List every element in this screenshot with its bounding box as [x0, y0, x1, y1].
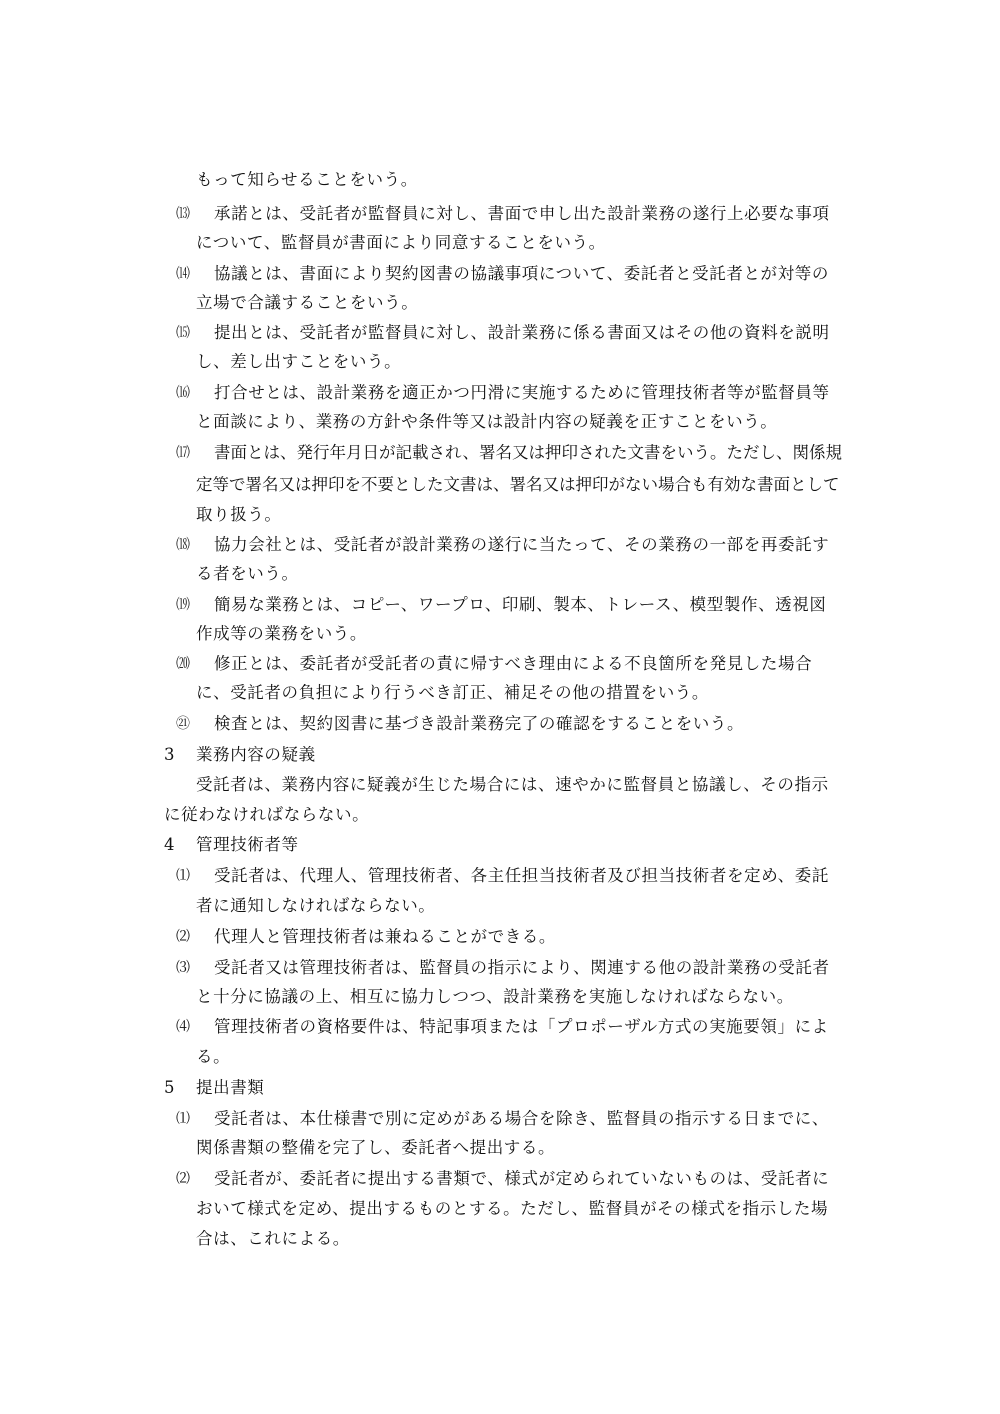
item-number: ⑶: [176, 960, 190, 976]
text-line: 協力会社とは、受託者が設計業務の遂行に当たって、その業務の一部を再委託す: [214, 535, 830, 554]
item-number: ⒇: [176, 656, 190, 672]
text-line: と十分に協議の上、相互に協力しつつ、設計業務を実施しなければならない。: [196, 987, 794, 1006]
text-line: と面談により、業務の方針や条件等又は設計内容の疑義を正すことをいう。: [196, 412, 778, 431]
section-heading: 管理技術者等: [196, 835, 299, 854]
text-line: し、差し出すことをいう。: [196, 352, 402, 371]
text-line: 承諾とは、受託者が監督員に対し、書面で申し出た設計業務の遂行上必要な事項: [214, 204, 830, 223]
text-line: 受託者は、業務内容に疑義が生じた場合には、速やかに監督員と協議し、その指示: [196, 775, 829, 794]
text-line: 立場で合議することをいう。: [196, 293, 419, 312]
text-line: 受託者又は管理技術者は、監督員の指示により、関連する他の設計業務の受託者: [214, 958, 830, 977]
item-number: ⑴: [176, 1111, 190, 1127]
text-line: おいて様式を定め、提出するものとする。ただし、監督員がその様式を指示した場: [196, 1199, 829, 1218]
item-number: ⒄: [176, 445, 190, 461]
text-line: に、受託者の負担により行うべき訂正、補足その他の措置をいう。: [196, 683, 709, 702]
text-line: る者をいう。: [196, 564, 299, 583]
text-line: 受託者は、代理人、管理技術者、各主任担当技術者及び担当技術者を定め、委託: [214, 866, 829, 885]
section-number: 5: [164, 1078, 175, 1097]
text-line: もって知らせることをいう。: [196, 170, 418, 189]
section-heading: 業務内容の疑義: [196, 745, 316, 764]
text-line: 協議とは、書面により契約図書の協議事項について、委託者と受託者とが対等の: [214, 264, 829, 283]
item-number: ⑵: [176, 929, 190, 945]
item-number: ⑴: [176, 868, 190, 884]
item-number: ⒅: [176, 537, 190, 553]
text-line: に従わなければならない。: [164, 805, 370, 824]
text-line: 代理人と管理技術者は兼ねることができる。: [214, 927, 556, 946]
text-line: 定等で署名又は押印を不要とした文書は、署名又は押印がない場合も有効な書面として: [196, 475, 840, 494]
text-line: 関係書類の整備を完了し、委託者へ提出する。: [196, 1138, 556, 1157]
item-number: ⒆: [176, 597, 190, 613]
text-line: 修正とは、委託者が受託者の責に帰すべき理由による不良箇所を発見した場合: [214, 654, 813, 673]
text-line: 者に通知しなければならない。: [196, 896, 436, 915]
text-line: 提出とは、受託者が監督員に対し、設計業務に係る書面又はその他の資料を説明: [214, 323, 830, 342]
text-line: 受託者は、本仕様書で別に定めがある場合を除き、監督員の指示する日までに、: [214, 1109, 829, 1128]
section-heading: 提出書類: [196, 1078, 265, 1097]
item-number: ⒀: [176, 206, 190, 222]
item-number: ㉑: [176, 716, 190, 732]
text-line: 合は、これによる。: [196, 1229, 350, 1248]
text-line: る。: [196, 1047, 231, 1066]
item-number: ⑷: [176, 1019, 190, 1035]
item-number: ⑵: [176, 1171, 190, 1187]
section-number: 4: [164, 835, 175, 854]
text-line: 管理技術者の資格要件は、特記事項または「プロポーザル方式の実施要領」によ: [214, 1017, 829, 1036]
text-line: 打合せとは、設計業務を適正かつ円滑に実施するために管理技術者等が監督員等: [214, 383, 830, 402]
text-line: 検査とは、契約図書に基づき設計業務完了の確認をすることをいう。: [214, 714, 745, 733]
item-number: ⒂: [176, 325, 190, 341]
text-line: 簡易な業務とは、コピー、ワープロ、印刷、製本、トレース、模型製作、透視図: [214, 595, 827, 614]
text-line: 作成等の業務をいう。: [196, 624, 367, 643]
section-number: 3: [164, 745, 175, 764]
item-number: ⒃: [176, 385, 190, 401]
text-line: 取り扱う。: [196, 505, 282, 524]
text-line: 受託者が、委託者に提出する書類で、様式が定められていないものは、受託者に: [214, 1169, 830, 1188]
text-line: について、監督員が書面により同意することをいう。: [196, 233, 606, 252]
item-number: ⒁: [176, 266, 190, 282]
text-line: 書面とは、発行年月日が記載され、署名又は押印された文書をいう。ただし、関係規: [214, 443, 842, 462]
